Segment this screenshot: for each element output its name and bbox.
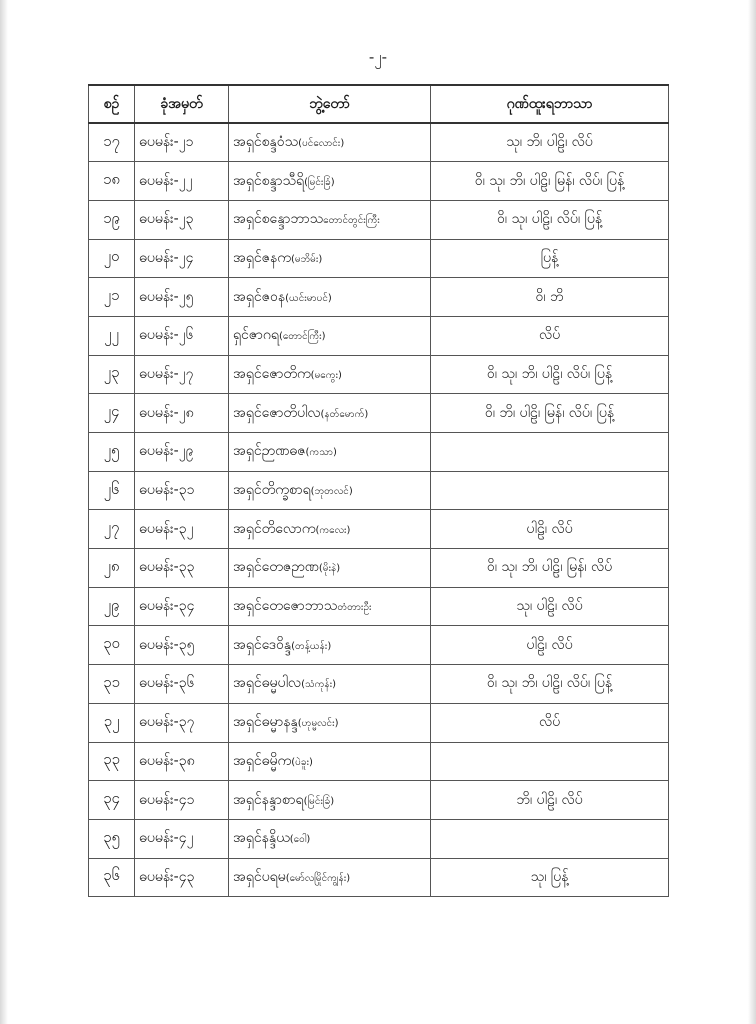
cell-distinction-subjects: သု၊ ဘိ၊ ပါဠိ၊ လိပ် (431, 123, 669, 162)
monk-name: အရှင်ဉာဏဓဇ (233, 443, 306, 460)
monk-name: အရှင်စန္ဒဝံသ (233, 134, 299, 151)
cell-serial: ၁၇ (89, 123, 135, 162)
monk-hometown: (ဟုမ္မလင်း) (297, 718, 339, 730)
monk-name: အရှင်ဒေဝိန္ဒ (233, 636, 292, 653)
cell-roll-number: ဓပမန်း-၂၈ (135, 394, 229, 433)
cell-monk-name (229, 781, 431, 820)
monk-name: အရှင်နန္ဒိယ (233, 830, 290, 847)
cell-distinction-subjects (431, 471, 669, 510)
table-row (89, 587, 669, 626)
cell-roll-number: ဓပမန်း-၂၃ (135, 200, 229, 239)
cell-monk-name (229, 665, 431, 704)
monk-hometown: (သံကုန်း) (301, 679, 337, 691)
cell-distinction-subjects: သု၊ ပါဠိ၊ လိပ် (431, 587, 669, 626)
table-row (89, 781, 669, 820)
table-body (89, 123, 669, 897)
table-row (89, 278, 669, 317)
header-roll-number: ခုံအမှတ် (135, 85, 229, 123)
cell-monk-name (229, 626, 431, 665)
table-row (89, 471, 669, 510)
cell-monk-name (229, 278, 431, 317)
monk-hometown: (မိုးနဲ) (318, 563, 341, 575)
cell-roll-number: ဓပမန်း-၃၈ (135, 742, 229, 781)
cell-distinction-subjects: ပြန့် (431, 239, 669, 278)
cell-roll-number: ဓပမန်း-၂၆ (135, 316, 229, 355)
cell-serial: ၃၃ (89, 742, 135, 781)
cell-serial: ၃၁ (89, 665, 135, 704)
table-row (89, 665, 669, 704)
cell-distinction-subjects: ဝိ၊ ဘိ၊ ပါဠိ၊ မြန်၊ လိပ်၊ ပြန့် (431, 394, 669, 433)
cell-monk-name (229, 394, 431, 433)
monk-hometown: (ပင်လောင်း) (298, 138, 345, 150)
cell-roll-number: ဓပမန်း-၄၃ (135, 858, 229, 897)
monk-hometown: (မဘိမ်း) (290, 253, 323, 265)
cell-serial: ၂၃ (89, 355, 135, 394)
table-row (89, 549, 669, 588)
monk-hometown: (နတ်မောက်) (320, 408, 369, 420)
monk-name: အရှင်စန္ဒောဘာသ (233, 211, 324, 228)
table-row (89, 858, 669, 897)
table-row (89, 200, 669, 239)
cell-monk-name (229, 510, 431, 549)
monk-hometown: (မြင်းခြံ) (304, 176, 335, 188)
table-row (89, 239, 669, 278)
cell-roll-number: ဓပမန်း-၃၂ (135, 510, 229, 549)
cell-roll-number: ဓပမန်း-၃၇ (135, 703, 229, 742)
monk-name: အရှင်ဓမ္မိက (233, 752, 292, 769)
cell-distinction-subjects: လိပ် (431, 316, 669, 355)
cell-monk-name (229, 200, 431, 239)
cell-serial: ၃၀ (89, 626, 135, 665)
cell-serial: ၂၉ (89, 587, 135, 626)
table-header-row (89, 85, 669, 123)
cell-roll-number: ဓပမန်း-၂၉ (135, 433, 229, 472)
table-row (89, 742, 669, 781)
monk-hometown: (ယင်းမာပင်) (285, 292, 332, 304)
monk-name: အရှင်တေဇောဘာသ (233, 598, 338, 615)
monk-hometown: တောင်တွင်းကြီး (323, 215, 380, 227)
cell-roll-number: ဓပမန်း-၃၆ (135, 665, 229, 704)
monk-name: အရှင်ဇောတိပါလ (233, 404, 321, 421)
cell-serial: ၂၆ (89, 471, 135, 510)
monk-name: အရှင်နန္ဒာစာရ (233, 791, 304, 808)
cell-distinction-subjects: ဝိ၊ သု၊ ပါဠိ၊ လိပ်၊ ပြန့် (431, 200, 669, 239)
cell-monk-name (229, 162, 431, 201)
cell-distinction-subjects: ပါဠိ၊ လိပ် (431, 626, 669, 665)
table-row (89, 703, 669, 742)
monk-hometown: (တန့်ယန်း) (291, 640, 332, 652)
cell-serial: ၁၉ (89, 200, 135, 239)
page-number: -၂- (368, 48, 388, 66)
cell-distinction-subjects: လိပ် (431, 703, 669, 742)
header-monk-name: ဘွဲ့တော် (229, 85, 431, 123)
monk-name: အရှင်စန္ဒာသီရိ (233, 172, 305, 189)
table-row (89, 355, 669, 394)
monk-name: အရှင်ဇဝန (233, 288, 286, 305)
monk-name: အရှင်ဓမ္မာနန္ဒ (233, 714, 298, 731)
cell-roll-number: ဓပမန်း-၃၁ (135, 471, 229, 510)
monk-hometown: (မကွေး) (310, 369, 342, 381)
cell-monk-name (229, 123, 431, 162)
table-row (89, 819, 669, 858)
cell-roll-number: ဓပမန်း-၂၇ (135, 355, 229, 394)
page-edge-left (0, 0, 8, 1024)
monk-results-table (88, 84, 669, 897)
monk-name: အရှင်တေဇဉာဏ (233, 559, 319, 576)
monk-name: အရှင်တိလောက (233, 520, 316, 537)
cell-roll-number: ဓပမန်း-၃၃ (135, 549, 229, 588)
table-row (89, 510, 669, 549)
cell-distinction-subjects: ဝိ၊ သု၊ ဘိ၊ ပါဠိ၊ လိပ်၊ ပြန့် (431, 355, 669, 394)
cell-distinction-subjects: သု၊ ပြန့် (431, 858, 669, 897)
monk-name: အရှင်ပရမ (233, 868, 286, 885)
header-distinction-subjects: ဂုဏ်ထူးရဘာသာ (431, 85, 669, 123)
page-edge-right (748, 0, 756, 1024)
header-serial: စဉ် (89, 85, 135, 123)
table-row (89, 162, 669, 201)
table-row (89, 433, 669, 472)
cell-roll-number: ဓပမန်း-၂၁ (135, 123, 229, 162)
cell-distinction-subjects: ဝိ၊ ဘိ (431, 278, 669, 317)
cell-serial: ၂၂ (89, 316, 135, 355)
cell-monk-name (229, 742, 431, 781)
monk-hometown: (ကသာ) (305, 447, 337, 459)
cell-distinction-subjects: ဝိ၊ သု၊ ဘိ၊ ပါဠိ၊ မြန်၊ လိပ် (431, 549, 669, 588)
monk-hometown: (တောင်ကြီး) (278, 331, 326, 343)
cell-serial: ၂၀ (89, 239, 135, 278)
table-row (89, 123, 669, 162)
monk-hometown: (မော်လမြိုင်ကျွန်း) (285, 872, 351, 884)
cell-roll-number: ဓပမန်း-၃၅ (135, 626, 229, 665)
monk-name: အရှင်ဇနက (233, 249, 291, 266)
cell-roll-number: ဓပမန်း-၂၄ (135, 239, 229, 278)
cell-roll-number: ဓပမန်း-၂၂ (135, 162, 229, 201)
cell-monk-name (229, 587, 431, 626)
monk-hometown: (မြင်းခြံ) (303, 795, 335, 807)
cell-serial: ၃၆ (89, 858, 135, 897)
cell-roll-number: ဓပမန်း-၄၁ (135, 781, 229, 820)
monk-hometown: (ကလေး) (315, 524, 351, 536)
cell-distinction-subjects (431, 742, 669, 781)
monk-hometown: (ဘုတလင်) (310, 486, 353, 498)
cell-serial: ၃၂ (89, 703, 135, 742)
cell-serial: ၃၄ (89, 781, 135, 820)
monk-hometown: တံတားဦး (337, 602, 372, 614)
cell-distinction-subjects (431, 819, 669, 858)
cell-serial: ၂၇ (89, 510, 135, 549)
cell-monk-name (229, 819, 431, 858)
cell-roll-number: ဓပမန်း-၃၄ (135, 587, 229, 626)
cell-serial: ၂၅ (89, 433, 135, 472)
cell-monk-name (229, 316, 431, 355)
cell-distinction-subjects: ပါဠိ၊ လိပ် (431, 510, 669, 549)
cell-distinction-subjects: ဝိ၊ သု၊ ဘိ၊ ပါဠိ၊ လိပ်၊ ပြန့် (431, 665, 669, 704)
cell-serial: ၂၈ (89, 549, 135, 588)
cell-monk-name (229, 471, 431, 510)
table-row (89, 394, 669, 433)
cell-serial: ၂၁ (89, 278, 135, 317)
cell-roll-number: ဓပမန်း-၄၂ (135, 819, 229, 858)
monk-name: အရှင်တိက္ခစာရ (233, 482, 311, 499)
cell-roll-number: ဓပမန်း-၂၅ (135, 278, 229, 317)
cell-monk-name (229, 549, 431, 588)
cell-distinction-subjects: ဘိ၊ ပါဠိ၊ လိပ် (431, 781, 669, 820)
cell-serial: ၃၅ (89, 819, 135, 858)
cell-distinction-subjects (431, 433, 669, 472)
cell-serial: ၁၈ (89, 162, 135, 201)
cell-distinction-subjects: ဝိ၊ သု၊ ဘိ၊ ပါဠိ၊ မြန်၊ လိပ်၊ ပြန့် (431, 162, 669, 201)
monk-name: ရှင်ဇာဂရ (233, 327, 279, 344)
monk-name: အရှင်ဇောတိက (233, 365, 311, 382)
table-row (89, 626, 669, 665)
cell-monk-name (229, 858, 431, 897)
cell-monk-name (229, 703, 431, 742)
monk-name: အရှင်ဓမ္မပါလ (233, 675, 302, 692)
monk-hometown: (ဝေါ) (289, 834, 311, 846)
cell-serial: ၂၄ (89, 394, 135, 433)
cell-monk-name (229, 239, 431, 278)
cell-monk-name (229, 355, 431, 394)
monk-hometown: (ပဲခူး) (291, 756, 313, 768)
table-row (89, 316, 669, 355)
cell-monk-name (229, 433, 431, 472)
